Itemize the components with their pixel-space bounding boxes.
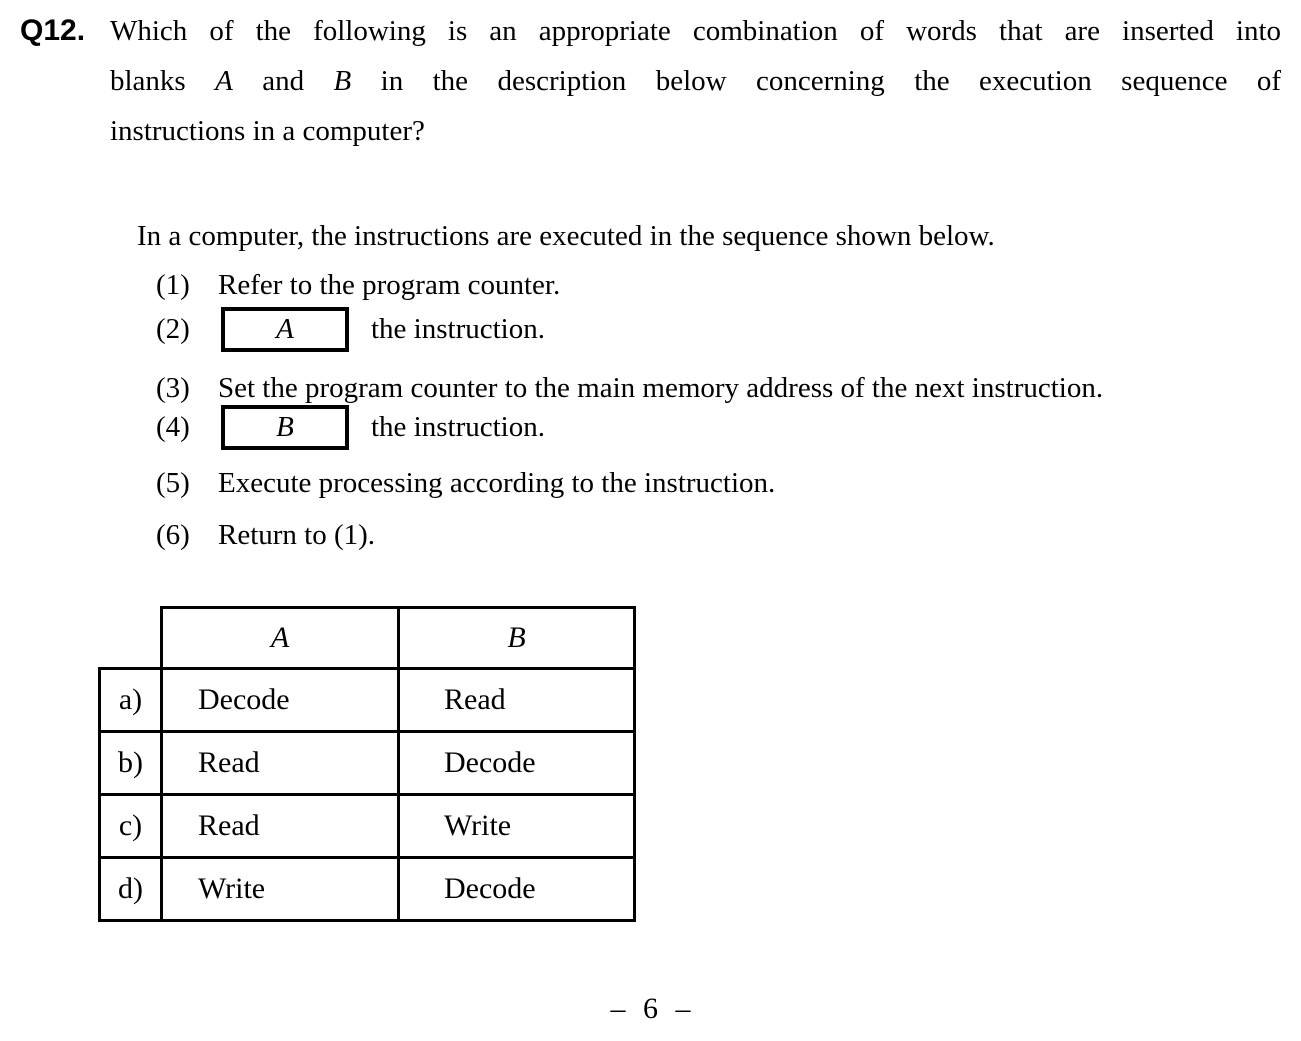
answer-cell-a: Read bbox=[162, 732, 399, 795]
step-text: Set the program counter to the main memory address of the next instruction. bbox=[218, 371, 1104, 404]
answer-cell-b: Decode bbox=[399, 732, 635, 795]
question-text-segment: blanks bbox=[110, 65, 186, 97]
sequence-step-5 bbox=[156, 458, 775, 508]
step-number: (4) bbox=[156, 410, 190, 443]
sequence-step-4 bbox=[156, 402, 545, 452]
step-number: (1) bbox=[156, 268, 190, 301]
step-number: (6) bbox=[156, 518, 190, 551]
step-text: the instruction. bbox=[371, 312, 545, 345]
sequence-step-1 bbox=[156, 260, 560, 310]
question-text-segment: Which of the following is an appropriate combination of words that are inserted into bbox=[110, 15, 1281, 47]
answer-cell-a: Write bbox=[162, 858, 399, 921]
question-number: Q12. bbox=[20, 14, 86, 47]
question-text-segment: instructions in a computer? bbox=[110, 115, 425, 147]
blank-box-a: A bbox=[221, 307, 349, 352]
sequence-intro: In a computer, the instructions are executed in the sequence shown below. bbox=[137, 220, 995, 252]
column-header-a: A bbox=[162, 608, 399, 669]
option-label: c) bbox=[100, 795, 162, 858]
answer-cell-b: Decode bbox=[399, 858, 635, 921]
question-text-segment: and bbox=[262, 65, 305, 97]
answer-row-d bbox=[100, 858, 635, 921]
question-text-segment: in the description below concerning the execution sequence of bbox=[380, 65, 1282, 97]
answer-cell-a: Decode bbox=[162, 669, 399, 732]
step-text: Return to (1). bbox=[218, 518, 376, 551]
answer-table-header-row bbox=[100, 608, 635, 669]
answer-row-c bbox=[100, 795, 635, 858]
answer-cell-a: Read bbox=[162, 795, 399, 858]
answer-cell-b: Write bbox=[399, 795, 635, 858]
question-text-line-1 bbox=[110, 6, 1281, 56]
step-number: (3) bbox=[156, 371, 190, 404]
question-block bbox=[20, 6, 1282, 156]
sequence-step-6 bbox=[156, 510, 375, 560]
step-text: Refer to the program counter. bbox=[218, 268, 561, 301]
option-label: b) bbox=[100, 732, 162, 795]
answer-table-corner-cell bbox=[100, 608, 162, 669]
answer-row-a bbox=[100, 669, 635, 732]
option-label: d) bbox=[100, 858, 162, 921]
column-header-b: B bbox=[399, 608, 635, 669]
answer-cell-b: Read bbox=[399, 669, 635, 732]
step-text: the instruction. bbox=[371, 410, 545, 443]
page-number: – 6 – bbox=[610, 992, 691, 1025]
answer-row-b bbox=[100, 732, 635, 795]
step-text: Execute processing according to the instruction. bbox=[218, 466, 776, 499]
step-number: (5) bbox=[156, 466, 190, 499]
question-text-line-3 bbox=[110, 106, 1281, 156]
blank-letter-b: B bbox=[333, 65, 352, 97]
blank-letter-a: A bbox=[215, 65, 233, 97]
question-text bbox=[110, 6, 1281, 156]
sequence-step-2 bbox=[156, 304, 545, 354]
step-number: (2) bbox=[156, 312, 190, 345]
answer-table bbox=[98, 606, 636, 922]
blank-box-b: B bbox=[221, 405, 349, 450]
option-label: a) bbox=[100, 669, 162, 732]
question-text-line-2 bbox=[110, 56, 1281, 106]
